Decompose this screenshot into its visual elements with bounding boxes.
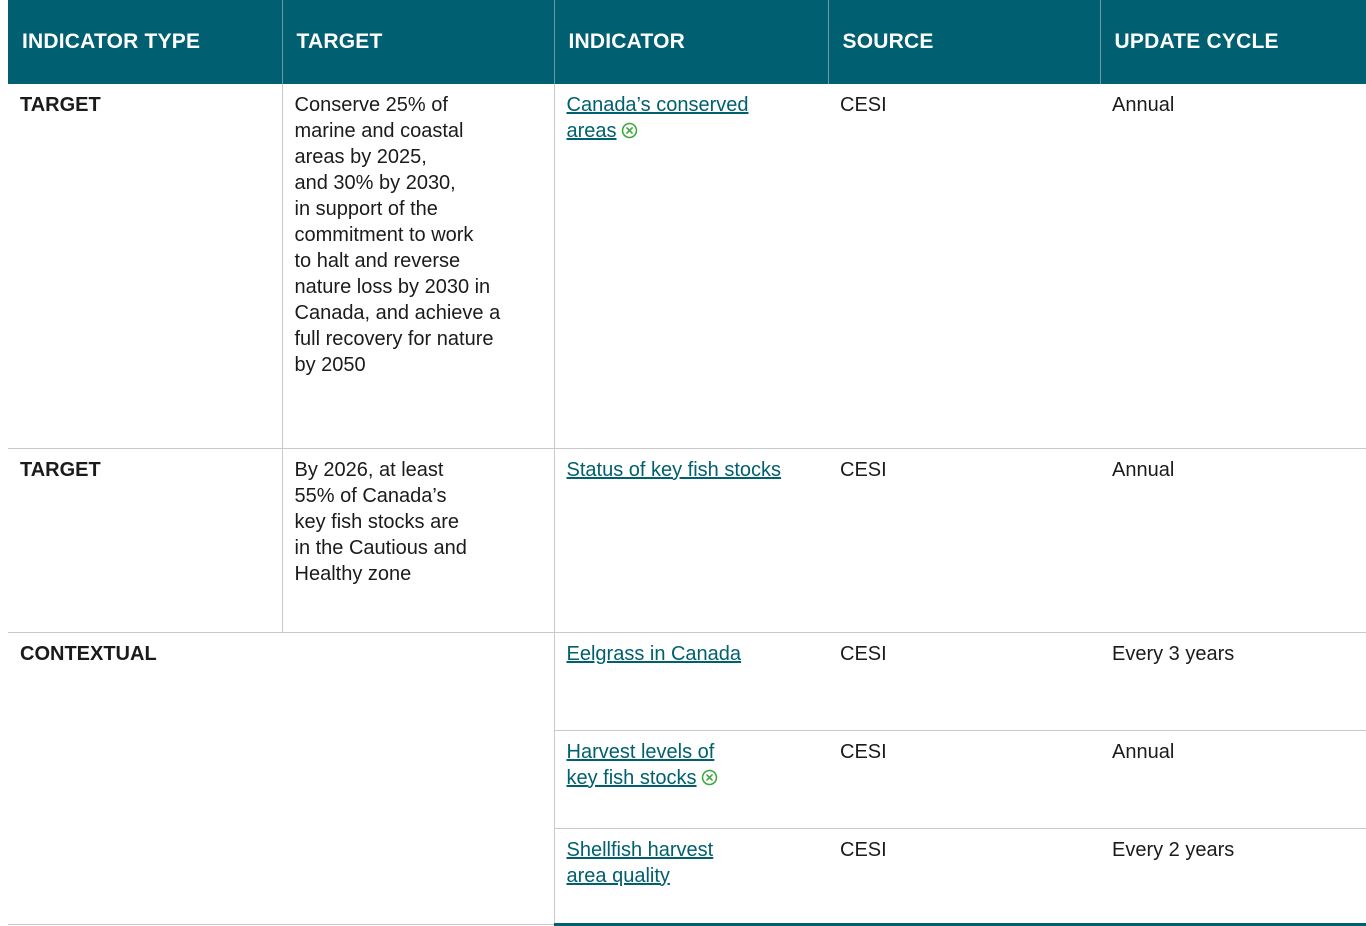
target-cell: By 2026, at least 55% of Canada’s key fish stocks are in the Cautious and Healthy zone [282,448,554,632]
indicator-link-conserved-areas[interactable]: Canada’s conserved areas [566,94,749,142]
target-cell: Conserve 25% of marine and coastal areas by 2025, and 30% by 2030, in support of the commitment to work to halt and reverse nature loss by 2030 in Canada, and achieve a full recovery for nature by 2050 [282,84,554,448]
indicator-type-cell: TARGET [8,448,282,632]
header-row [8,0,1366,84]
source-cell: CESI [828,448,1100,632]
update-cycle-cell: Every 3 years [1100,632,1366,730]
header-indicator: INDICATOR [554,0,828,84]
source-cell: CESI [828,730,1100,828]
indicator-cell [554,448,828,632]
table-row [8,448,1366,632]
source-cell: CESI [828,84,1100,448]
indicator-link-shellfish[interactable]: Shellfish harvest area quality [566,838,714,887]
update-cycle-cell: Annual [1100,730,1366,828]
indicator-type-cell: TARGET [8,84,282,448]
indicator-link-fish-stocks[interactable]: Status of key fish stocks [566,458,782,481]
indicator-cell [554,632,828,730]
source-cell: CESI [828,632,1100,730]
header-source: SOURCE [828,0,1100,84]
table-row [8,84,1366,448]
indicator-cell [554,730,828,828]
indicator-cell [554,84,828,448]
indicator-link-harvest-levels[interactable]: Harvest levels of key fish stocks [566,740,715,789]
source-cell: CESI [828,828,1100,924]
indicator-link-eelgrass[interactable]: Eelgrass in Canada [566,642,742,665]
indicator-cell [554,828,828,924]
x-circle-icon[interactable] [701,769,718,786]
table-row [8,632,1366,730]
header-indicator-type: INDICATOR TYPE [8,0,282,84]
header-target: TARGET [282,0,554,84]
header-update-cycle: UPDATE CYCLE [1100,0,1366,84]
indicator-table [8,0,1366,926]
update-cycle-cell: Annual [1100,448,1366,632]
update-cycle-cell: Every 2 years [1100,828,1366,924]
x-circle-icon[interactable] [621,122,638,139]
indicator-type-cell: CONTEXTUAL [8,632,554,924]
update-cycle-cell: Annual [1100,84,1366,448]
